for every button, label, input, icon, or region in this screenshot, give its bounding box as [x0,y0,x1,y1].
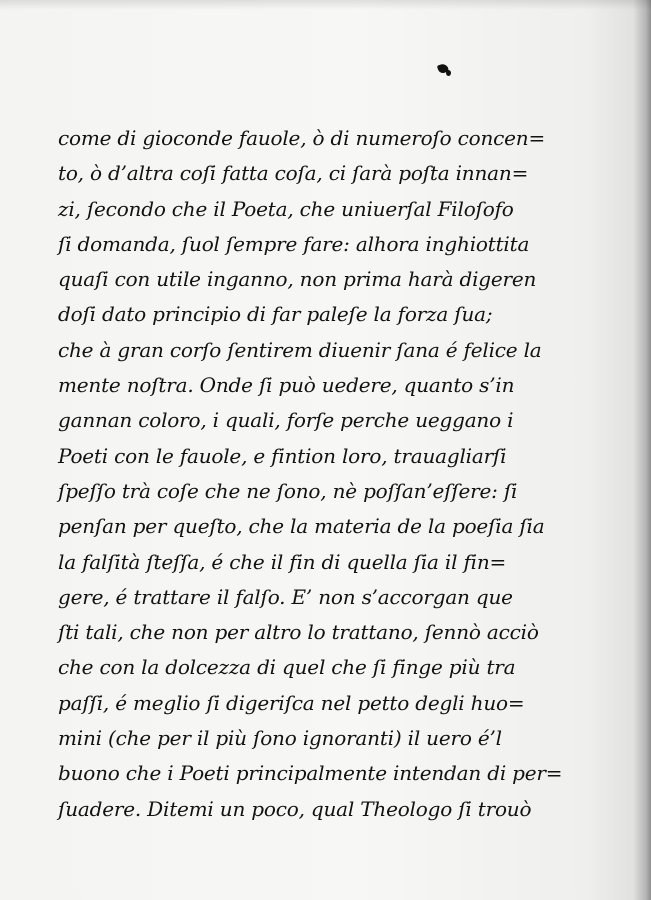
text-line: mini (che per il più ſono ignoranti) il uero é’l [58,726,502,751]
text-line: quaſi con utile inganno, non prima harà digeren [58,267,537,292]
text-line: ſi domanda, ſuol ſempre fare: alhora inghiottita [58,231,530,256]
ink-blot-dot [446,70,451,76]
text-line: la falſità ſteſſa, é che il fin di quella ſia il fin= [58,549,507,574]
text-line: che à gran corſo ſentirem diuenir ſana é felice la [58,337,542,362]
text-line: ſuadere. Ditemi un poco, qual Theologo ſi trouò [58,796,532,821]
text-line: che con la dolcezza di quel che ſi finge più tra [58,655,516,680]
text-line: gere, é trattare il falſo. E’ non s’accorgan que [58,584,513,609]
text-line: buono che i Poeti principalmente intendan di per= [58,761,563,786]
text-line: come di gioconde fauole, ò di numeroſo concen= [58,126,546,150]
text-line: doſi dato principio di far paleſe la forza ſua; [58,302,493,327]
text-line: penſan per queſto, che la materia de la poeſia ſia [58,514,545,539]
text-line: ſti tali, che non per altro lo trattano, ſennò acciò [58,620,539,645]
text-line: gannan coloro, i quali, forſe perche ueggano i [58,408,514,433]
text-line: zi, ſecondo che il Poeta, che uniuerſal Filoſofo [58,196,514,221]
text-line: mente noſtra. Onde ſi può uedere, quanto s’in [58,373,515,398]
text-line: ſpeſſo trà coſe che ne ſono, nè poſſan’eſſere: ſi [58,478,518,503]
body-text [58,121,563,827]
text-line: Poeti con le fauole, e fintion loro, trauagliarſi [58,443,507,468]
text-line: paſſi, é meglio ſi digeriſca nel petto degli huo= [58,690,525,715]
page-top-edge-shadow [0,0,651,10]
text-line: to, ò d’altra coſi fatta coſa, ci ſarà poſta innan= [58,161,529,186]
page-gutter-shadow [633,0,651,900]
